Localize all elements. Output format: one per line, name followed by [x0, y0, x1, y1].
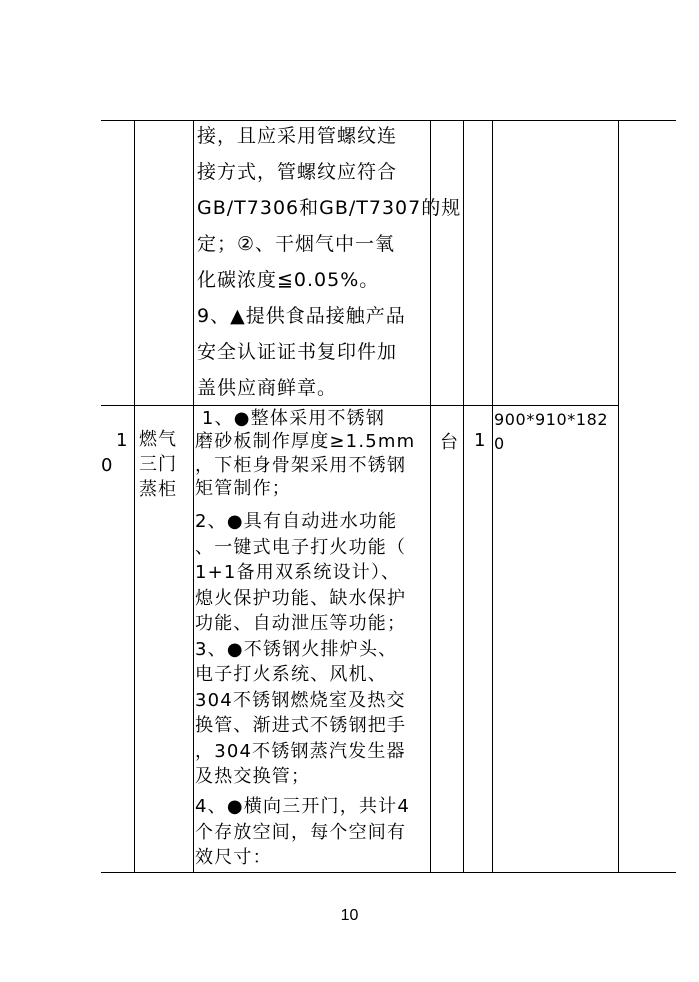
spec-line: 、一键式电子打火功能（	[195, 537, 407, 558]
spec-line: 1+1备用双系统设计）、	[195, 562, 401, 583]
spec-line: 磨砂板制作厚度≥1.5mm	[195, 431, 416, 452]
spec-line: 矩管制作；	[195, 478, 291, 499]
spec-line: 效尺寸：	[195, 847, 272, 868]
spec-line: 化碳浓度≦0.05%。	[197, 269, 380, 291]
spec-line: 功能、自动泄压等功能；	[195, 613, 407, 634]
row-index: 0	[101, 455, 114, 476]
col-border	[430, 120, 431, 873]
spec-line: GB/T7306和GB/T7307的规	[197, 197, 462, 219]
spec-line: 4、●横向三开门，共计4	[195, 796, 411, 817]
row-index: 1	[116, 430, 129, 451]
spec-line: 个存放空间，每个空间有	[195, 822, 407, 843]
col-border	[463, 120, 464, 873]
spec-line: 304不锈钢燃烧室及热交	[195, 690, 406, 711]
spec-line: ，下柜身骨架采用不锈钢	[195, 455, 407, 476]
spec-line: 9、▲提供食品接触产品	[197, 305, 406, 327]
item-name: 蒸柜	[139, 479, 177, 500]
item-name: 燃气	[139, 429, 177, 450]
row-divider	[101, 405, 618, 406]
col-border	[134, 120, 135, 873]
spec-line: 及热交换管；	[195, 766, 311, 787]
size-cell: 0	[494, 434, 506, 453]
spec-line: 换管、渐进式不锈钢把手	[195, 715, 407, 736]
quantity-cell: 1	[474, 430, 487, 451]
table-bottom-border	[101, 872, 676, 873]
spec-line: 定；②、干烟气中一氧	[197, 233, 396, 255]
unit-cell: 台	[440, 432, 459, 453]
col-border	[492, 120, 493, 873]
spec-line: 盖供应商鲜章。	[197, 377, 338, 399]
spec-line: 安全认证证书复印件加	[197, 341, 398, 363]
size-cell: 900*910*182	[494, 410, 609, 429]
spec-line: 2、●具有自动进水功能	[195, 511, 398, 532]
spec-line: 电子打火系统、风机、	[195, 664, 387, 685]
col-border	[193, 120, 194, 873]
spec-line: 接，且应采用管螺纹连	[197, 125, 398, 147]
spec-line: 接方式，管螺纹应符合	[197, 161, 398, 183]
col-border	[618, 120, 619, 873]
spec-line: ，304不锈钢蒸汽发生器	[195, 741, 406, 762]
spec-line: 1、●整体采用不锈钢	[195, 408, 386, 429]
page-number: 10	[340, 907, 359, 924]
spec-line: 3、●不锈钢火排炉头、	[195, 639, 398, 660]
spec-line: 熄火保护功能、缺水保护	[195, 588, 407, 609]
item-name: 三门	[139, 454, 177, 475]
